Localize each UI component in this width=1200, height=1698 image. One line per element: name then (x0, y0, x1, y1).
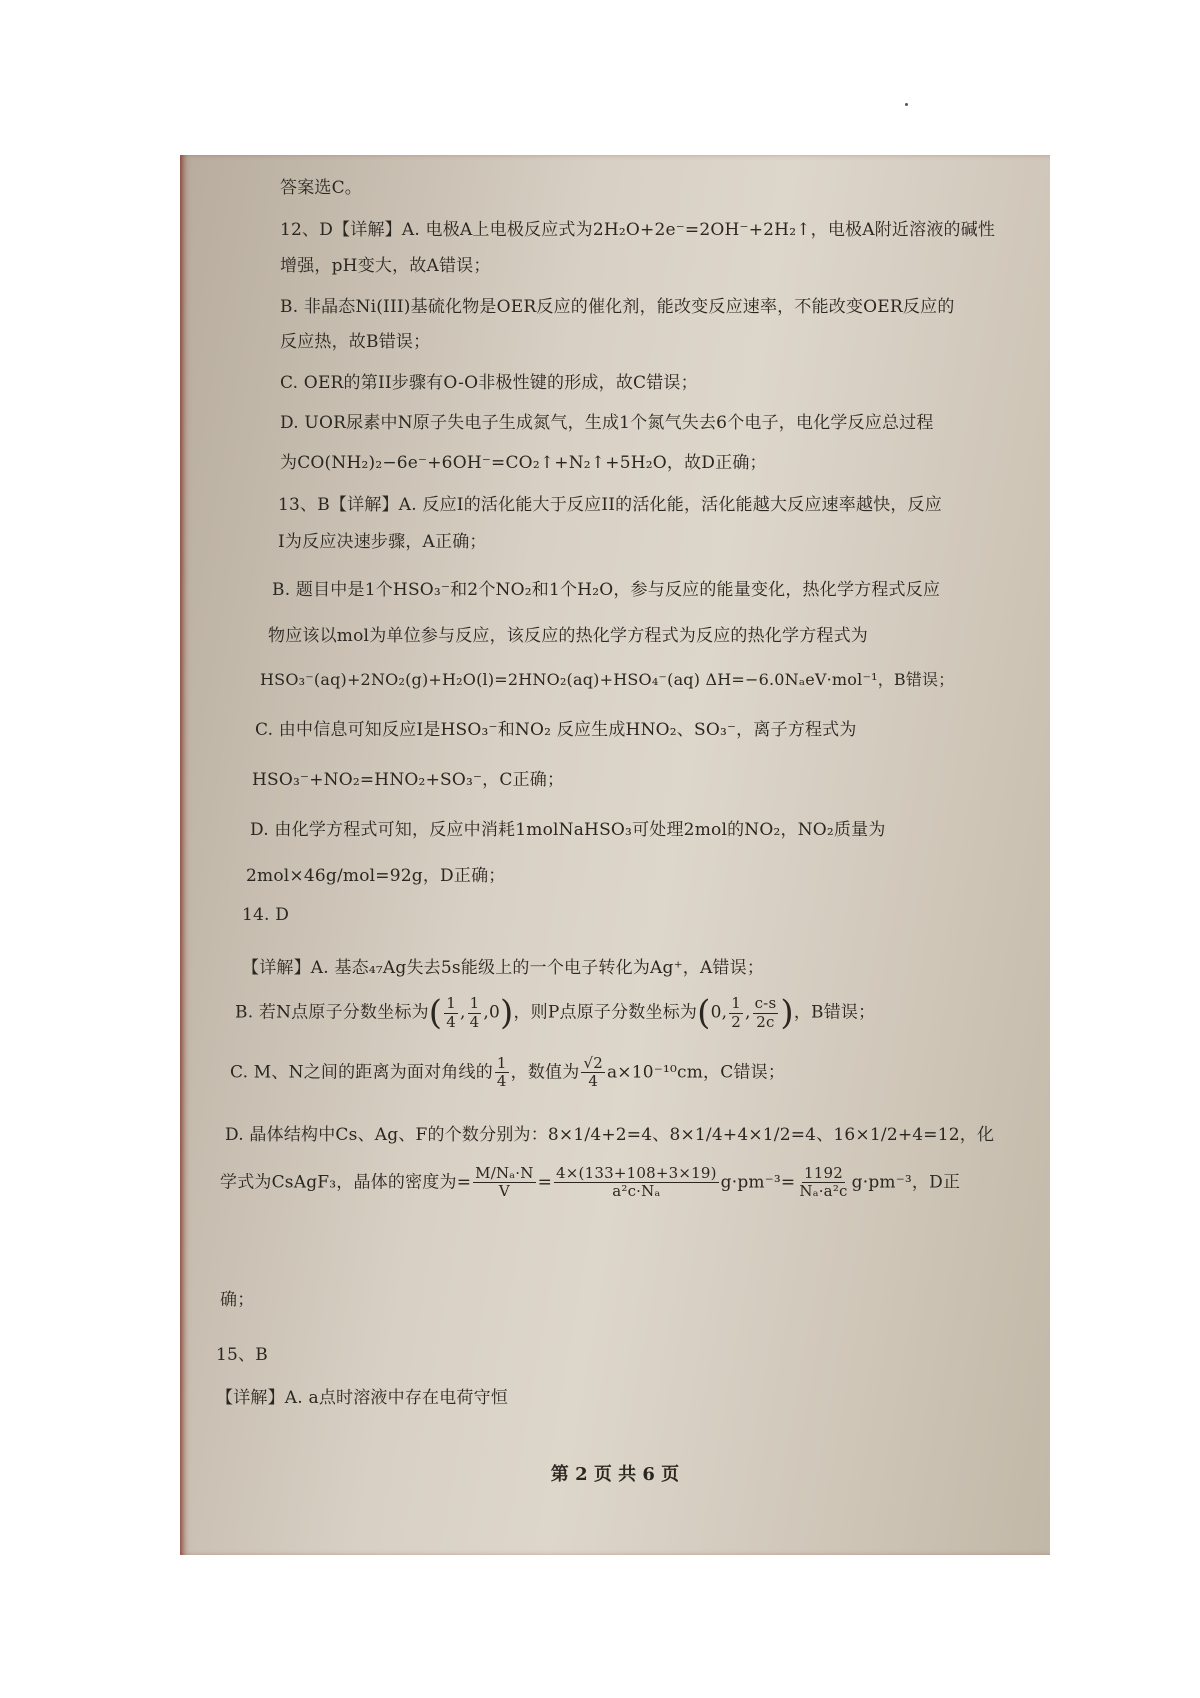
line-q13-c-equation: HSO₃⁻+NO₂=HNO₂+SO₃⁻，C正确； (252, 770, 565, 790)
line-q13-d-mass: 2mol×46g/mol=92g，D正确； (246, 866, 506, 886)
p-y-num: 1 (731, 994, 741, 1013)
sqrt2-den: 4 (588, 1072, 599, 1091)
q14-c-text-2: ，数值为 (510, 1062, 580, 1083)
density-rhs-den: Nₐ·a²c (799, 1182, 848, 1201)
line-q13-a: 13、B【详解】A. 反应I的活化能大于反应II的活化能，活化能越大反应速率越快，反应 (278, 495, 942, 515)
p-y-den: 2 (731, 1012, 741, 1031)
n-y-num: 1 (469, 994, 480, 1013)
quarter-num: 1 (496, 1054, 507, 1072)
line-q12-d: D. UOR尿素中N原子失电子生成氮气，生成1个氮气失去6个电子，电化学反应总过程 (280, 413, 934, 433)
line-q12-c: C. OER的第II步骤有O-O非极性键的形成，故C错误； (280, 373, 698, 393)
density-rhs-num: 1192 (804, 1164, 843, 1182)
q14-b-text-1: B. 若N点原子分数坐标为 (235, 1002, 429, 1023)
line-q15-a: 【详解】A. a点时溶液中存在电荷守恒 (216, 1388, 509, 1408)
density-mid-fraction (554, 1165, 719, 1201)
line-q15-answer: 15、B (216, 1345, 268, 1365)
sqrt2-fraction (581, 1055, 605, 1091)
quarter-fraction (495, 1055, 509, 1091)
line-q12-a-cont: 增强，pH变大，故A错误； (280, 256, 491, 276)
density-lhs-fraction (473, 1165, 535, 1201)
p-z-den: 2c (756, 1012, 775, 1031)
p-x: 0 (710, 1002, 722, 1023)
q14-d-text-3: g·pm⁻³，D正 (851, 1172, 961, 1193)
line-q14-c (230, 1055, 785, 1091)
n-x-den: 4 (446, 1012, 456, 1031)
document-page (180, 155, 1050, 1555)
density-rhs-fraction (797, 1165, 849, 1201)
q14-d-text-1: 学式为CsAgF₃，晶体的密度为 (220, 1172, 457, 1193)
line-q14-d: D. 晶体结构中Cs、Ag、F的个数分别为：8×1/4+2=4、8×1/4+4×1/2=4、16×1/2+4=12，化 (225, 1125, 995, 1145)
line-q14-b: B. 若N点原子分数坐标为( $\frac{1}{4}$ , $\frac{1}{4}$ ,0)，则P点原子分数坐标为(0, $\frac{1}{2}$ , $\frac{c-s}{2c}$ )，B错误； (235, 993, 876, 1033)
density-mid-num: 4×(133+108+3×19) (556, 1164, 717, 1182)
line-q14-d-density: 学式为CsAgF₃，晶体的密度为= $\frac{\text{M/Nₐ·N}}{V}$ = $\frac{4\times(133+108+3\times 19)}{\text{a²c·Nₐ}}$ g·pm⁻³= $\frac{1192}{\text{Nₐ·a²c}}$ g·pm⁻³，D正 (220, 1164, 961, 1201)
n-x-num: 1 (446, 994, 456, 1013)
q14-c-text-3: a×10⁻¹⁰cm，C错误； (606, 1062, 786, 1083)
density-mid-den: a²c·Nₐ (612, 1182, 661, 1201)
line-q13-thermo-equation: HSO₃⁻(aq)+2NO₂(g)+H₂O(l)=2HNO₂(aq)+HSO₄⁻(aq) ΔH=−6.0NₐeV·mol⁻¹，B错误； (260, 670, 955, 689)
q14-d-text-2: g·pm⁻³= (720, 1172, 796, 1193)
p-coord-z (753, 995, 779, 1031)
line-q14-answer: 14. D (242, 905, 290, 925)
n-z: 0 (488, 1002, 500, 1023)
line-q12-d-equation: 为CO(NH₂)₂−6e⁻+6OH⁻=CO₂↑+N₂↑+5H₂O，故D正确； (280, 453, 767, 473)
line-q13-d: D. 由化学方程式可知，反应中消耗1molNaHSO₃可处理2mol的NO₂，NO₂质量为 (250, 820, 886, 840)
line-q12-b-cont: 反应热，故B错误； (280, 332, 431, 352)
density-lhs-den: V (498, 1182, 510, 1201)
line-answer-c: 答案选C。 (280, 178, 363, 198)
q14-b-text-3: ，B错误； (793, 1002, 876, 1023)
line-q13-c: C. 由中信息可知反应I是HSO₃⁻和NO₂ 反应生成HNO₂、SO₃⁻，离子方程式为 (255, 720, 857, 740)
sqrt2-num: √2 (583, 1054, 603, 1072)
q14-b-text-2: ，则P点原子分数坐标为 (513, 1002, 698, 1023)
line-q12-b: B. 非晶态Ni(III)基硫化物是OER反应的催化剂，能改变反应速率，不能改变OER反应的 (280, 297, 955, 317)
n-coord-y (468, 995, 482, 1031)
p-z-num: c-s (754, 994, 777, 1013)
page-footer: 第 2 页 共 6 页 (550, 1464, 680, 1485)
speck (905, 103, 908, 106)
line-q12-a: 12、D【详解】A. 电极A上电极反应式为2H₂O+2e⁻=2OH⁻+2H₂↑，电极A附近溶液的碱性 (280, 220, 996, 240)
line-q13-b: B. 题目中是1个HSO₃⁻和2个NO₂和1个H₂O，参与反应的能量变化，热化学方程式反应 (272, 580, 941, 600)
page-content (180, 155, 1050, 1555)
n-y-den: 4 (469, 1012, 480, 1031)
density-lhs-num: M/Nₐ·N (475, 1164, 534, 1182)
line-q14-a: 【详解】A. 基态₄₇Ag失去5s能级上的一个电子转化为Ag⁺，A错误； (242, 958, 765, 978)
quarter-den: 4 (496, 1072, 507, 1091)
line-q13-a-cont: I为反应决速步骤，A正确； (278, 532, 487, 552)
p-coord-y (729, 995, 743, 1031)
line-q14-d-end: 确； (220, 1290, 255, 1310)
n-coord-x (444, 995, 458, 1031)
q14-c-text-1: C. M、N之间的距离为面对角线的 (230, 1062, 493, 1083)
line-q13-b-cont: 物应该以mol为单位参与反应，该反应的热化学方程式为反应的热化学方程式为 (268, 626, 868, 646)
